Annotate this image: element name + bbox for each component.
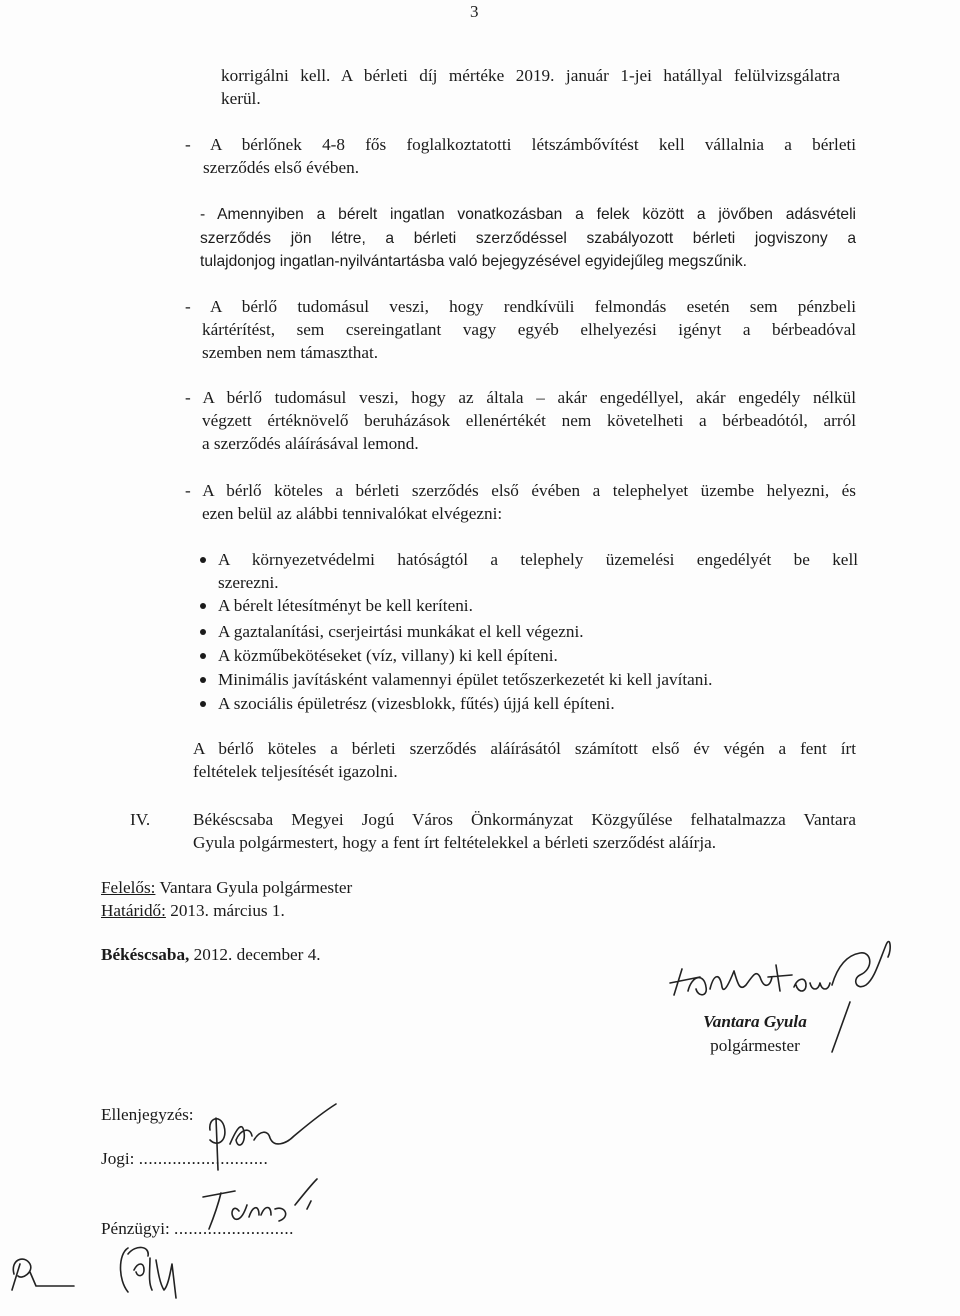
text-line: A környezetvédelmi hatóságtól a telephely üzemelési engedélyét be kell [218,550,858,569]
bullet-icon [200,557,206,563]
finance-dots: ......................... [174,1219,294,1238]
page-number: 3 [470,2,479,21]
place: Békéscsaba, [101,945,190,964]
bullet-icon [200,677,206,683]
text-line: szemben nem támaszthat. [202,343,379,362]
bullet-icon [200,701,206,707]
responsible-label: Felelős: [101,878,156,897]
signatory-name: Vantara Gyula [703,1012,807,1031]
text-line: korrigálni kell. A bérleti díj mértéke 2019. január 1-jei hatállyal felülvizsgálatra [221,66,840,85]
signature-stroke [826,1000,856,1060]
text-line: tulajdonjog ingatlan-nyilvántartásba való bejegyzésével egyidejűleg megszűnik. [200,253,747,270]
paragraph-termination [185,295,856,364]
legal-dots: ........................... [138,1149,269,1168]
text-line: szerződés első évében. [203,158,360,177]
legal-signature [190,1100,360,1180]
paragraph-employment [185,133,856,179]
paragraph-sale-contract [200,203,856,274]
bullet-icon [200,629,206,635]
initials-signature [0,1240,230,1316]
text-line: A bérlő köteles a bérleti szerződés aláírásától számított első év végén a fent írt [193,739,856,758]
text-line: - Amennyiben a bérelt ingatlan vonatkozásban a felek között a jövőben adásvételi [200,206,856,223]
list-item-text: A szociális épületrész (vizesblokk, fűtés) újjá kell építeni. [218,694,615,713]
deadline-label: Határidő: [101,901,166,920]
list-item-text: Minimális javításként valamennyi épület tetőszerkezetét ki kell javítani. [218,670,713,689]
text-line: a szerződés aláírásával lemond. [202,434,419,453]
signatory-title: polgármester [710,1036,800,1055]
text-line: kerül. [221,89,261,108]
section-numeral: IV. [130,810,151,829]
finance-label: Pénzügyi: [101,1219,170,1238]
finance-signature [195,1175,355,1245]
countersign-heading: Ellenjegyzés: [101,1105,194,1124]
text-line: feltételek teljesítését igazolni. [193,762,398,781]
responsible-line [101,876,521,899]
list-item-text: A bérelt létesítményt be kell keríteni. [218,596,473,615]
text-line: Békéscsaba Megyei Jogú Város Önkormányzat Közgyűlése felhatalmazza Vantara [193,810,856,829]
text-line: - A bérlő tudomásul veszi, hogy rendkívüli felmondás esetén sem pénzbeli [185,297,856,316]
list-item-text: A gaztalanítási, cserjeirtási munkákat el kell végezni. [218,622,584,641]
text-line: - A bérlőnek 4-8 fős foglalkoztatotti létszámbővítést kell vállalnia a bérleti [185,135,856,154]
legal-label: Jogi: [101,1149,135,1168]
bullet-icon [200,653,206,659]
deadline-value: 2013. március 1. [170,901,285,920]
list-item-text: A közműbekötéseket (víz, villany) ki kell építeni. [218,646,558,665]
bullet-icon [200,603,206,609]
place-date [101,943,521,966]
paragraph-tasks-intro [185,479,856,525]
text-line: - A bérlő tudomásul veszi, hogy az általa – akár engedéllyel, akár engedély nélkül [185,388,856,407]
responsible-value: Vantara Gyula polgármester [159,878,353,897]
paragraph-verification [193,737,856,783]
text-line: Gyula polgármestert, hogy a fent írt feltételekkel a bérleti szerződést aláírja. [193,833,717,852]
deadline-line [101,899,521,922]
text-line: kártérítést, sem csereingatlant vagy egyéb elhelyezési igényt a bérbeadóval [202,320,856,339]
list-item-text [218,548,858,594]
text-line: végzett értéknövelő beruházások ellenértékét nem követelheti a bérbeadótól, arról [202,411,856,430]
text-line: ezen belül az alábbi tennivalókat elvégezni: [202,504,503,523]
paragraph-rent-revision [221,64,840,110]
text-line: szerződés jön létre, a bérleti szerződéssel szabályozott bérleti jogviszony a [200,229,856,247]
paragraph-investments [185,386,856,455]
paragraph-authorization [193,808,856,854]
date: 2012. december 4. [193,945,321,964]
text-line: szerezni. [218,573,279,592]
text-line: - A bérlő köteles a bérleti szerződés első évében a telephelyet üzembe helyezni, és [185,481,856,500]
